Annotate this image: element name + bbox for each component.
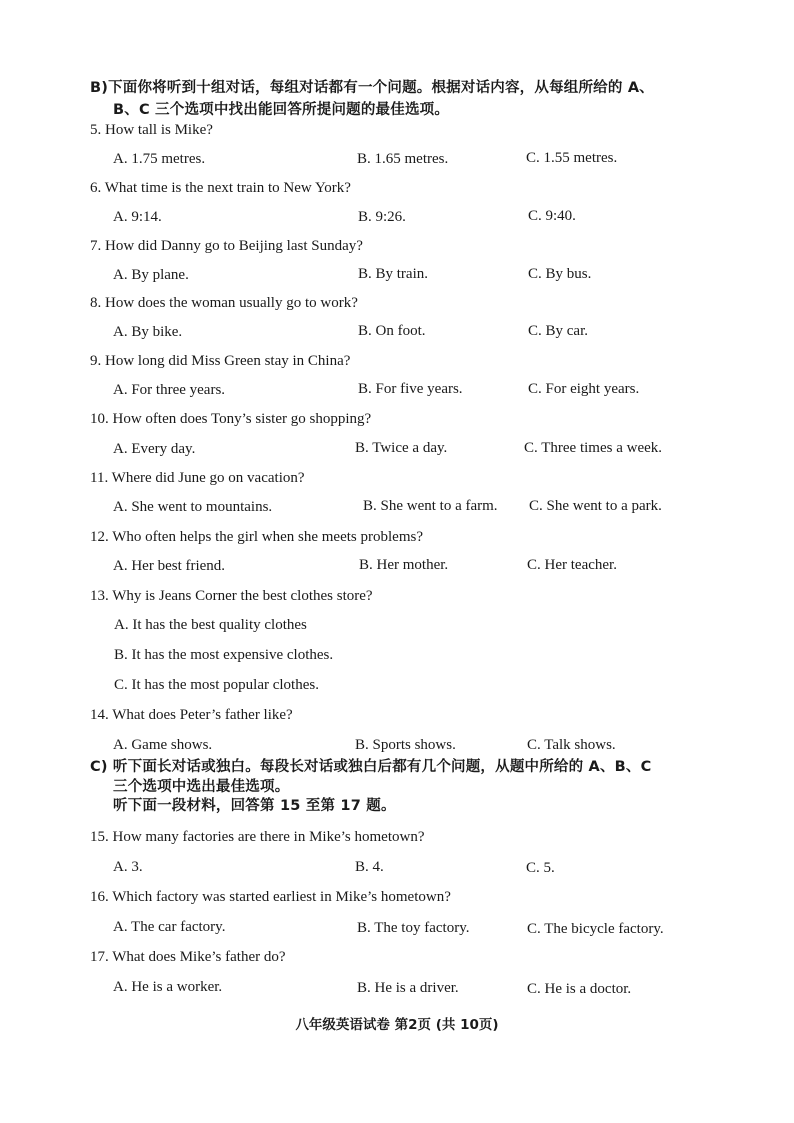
question-stem: 8. How does the woman usually go to work? bbox=[90, 295, 358, 311]
option-a: A. 1.75 metres. bbox=[113, 151, 206, 167]
option-c: C. She went to a park. bbox=[529, 498, 662, 514]
option-b: B. She went to a farm. bbox=[363, 498, 498, 514]
question-stem: 7. How did Danny go to Beijing last Sunday? bbox=[90, 238, 363, 254]
option-b: B. By train. bbox=[358, 266, 428, 282]
option-a: A. He is a worker. bbox=[113, 979, 223, 995]
option-c: C. He is a doctor. bbox=[527, 981, 632, 997]
option-b: B. The toy factory. bbox=[357, 920, 470, 936]
option-c: C. 5. bbox=[526, 860, 555, 876]
option-c: C. It has the most popular clothes. bbox=[114, 677, 319, 693]
question-stem: 5. How tall is Mike? bbox=[90, 122, 213, 138]
option-a: A. It has the best quality clothes bbox=[114, 617, 307, 633]
option-b: B. Her mother. bbox=[359, 557, 449, 573]
option-a: A. She went to mountains. bbox=[113, 499, 273, 515]
option-b: B. 9:26. bbox=[358, 209, 406, 225]
option-b: B. It has the most expensive clothes. bbox=[114, 647, 334, 663]
section-c-instructions-line1: C) 听下面长对话或独白。每段长对话或独白后都有几个问题，从题中所给的 A、B、C bbox=[90, 759, 652, 775]
page-footer: 八年级英语试卷 第2页 (共 10页) bbox=[295, 1017, 499, 1033]
section-c-instructions-line2: 三个选项中选出最佳选项。 bbox=[113, 779, 290, 795]
option-c: C. Talk shows. bbox=[527, 737, 616, 753]
section-b-instructions-line1: B)下面你将听到十组对话，每组对话都有一个问题。根据对话内容，从每组所给的 A、 bbox=[90, 80, 654, 96]
option-c: C. Her teacher. bbox=[527, 557, 617, 573]
option-b: B. He is a driver. bbox=[357, 980, 459, 996]
option-a: A. Her best friend. bbox=[113, 558, 226, 574]
option-a: A. 9:14. bbox=[113, 209, 162, 225]
option-a: A. 3. bbox=[113, 859, 143, 875]
question-stem: 14. What does Peter’s father like? bbox=[90, 707, 293, 723]
option-b: B. 1.65 metres. bbox=[357, 151, 449, 167]
option-a: A. By plane. bbox=[113, 267, 189, 283]
option-c: C. Three times a week. bbox=[524, 440, 663, 456]
option-b: B. Twice a day. bbox=[355, 440, 448, 456]
option-c: C. By car. bbox=[528, 323, 588, 339]
question-stem: 16. Which factory was started earliest in Mike’s hometown? bbox=[90, 889, 451, 905]
option-b: B. For five years. bbox=[358, 381, 463, 397]
question-stem: 15. How many factories are there in Mike’s hometown? bbox=[90, 829, 425, 845]
section-b-instructions-line2: B、C 三个选项中找出能回答所提问题的最佳选项。 bbox=[113, 102, 450, 118]
question-stem: 11. Where did June go on vacation? bbox=[90, 470, 305, 486]
option-c: C. 1.55 metres. bbox=[526, 150, 618, 166]
question-stem: 12. Who often helps the girl when she meets problems? bbox=[90, 529, 423, 545]
option-b: B. On foot. bbox=[358, 323, 426, 339]
question-stem: 6. What time is the next train to New York? bbox=[90, 180, 351, 196]
option-a: A. Game shows. bbox=[113, 737, 213, 753]
question-stem: 17. What does Mike’s father do? bbox=[90, 949, 286, 965]
option-a: A. By bike. bbox=[113, 324, 183, 340]
section-c-instructions-line3: 听下面一段材料，回答第 15 至第 17 题。 bbox=[113, 798, 396, 814]
question-stem: 9. How long did Miss Green stay in China? bbox=[90, 353, 351, 369]
question-stem: 13. Why is Jeans Corner the best clothes store? bbox=[90, 588, 373, 604]
option-b: B. 4. bbox=[355, 859, 384, 875]
option-b: B. Sports shows. bbox=[355, 737, 456, 753]
question-stem: 10. How often does Tony’s sister go shopping? bbox=[90, 411, 372, 427]
option-a: A. The car factory. bbox=[113, 919, 226, 935]
option-a: A. For three years. bbox=[113, 382, 226, 398]
option-c: C. The bicycle factory. bbox=[527, 921, 664, 937]
option-c: C. By bus. bbox=[528, 266, 592, 282]
option-c: C. 9:40. bbox=[528, 208, 576, 224]
option-a: A. Every day. bbox=[113, 441, 196, 457]
option-c: C. For eight years. bbox=[528, 381, 640, 397]
